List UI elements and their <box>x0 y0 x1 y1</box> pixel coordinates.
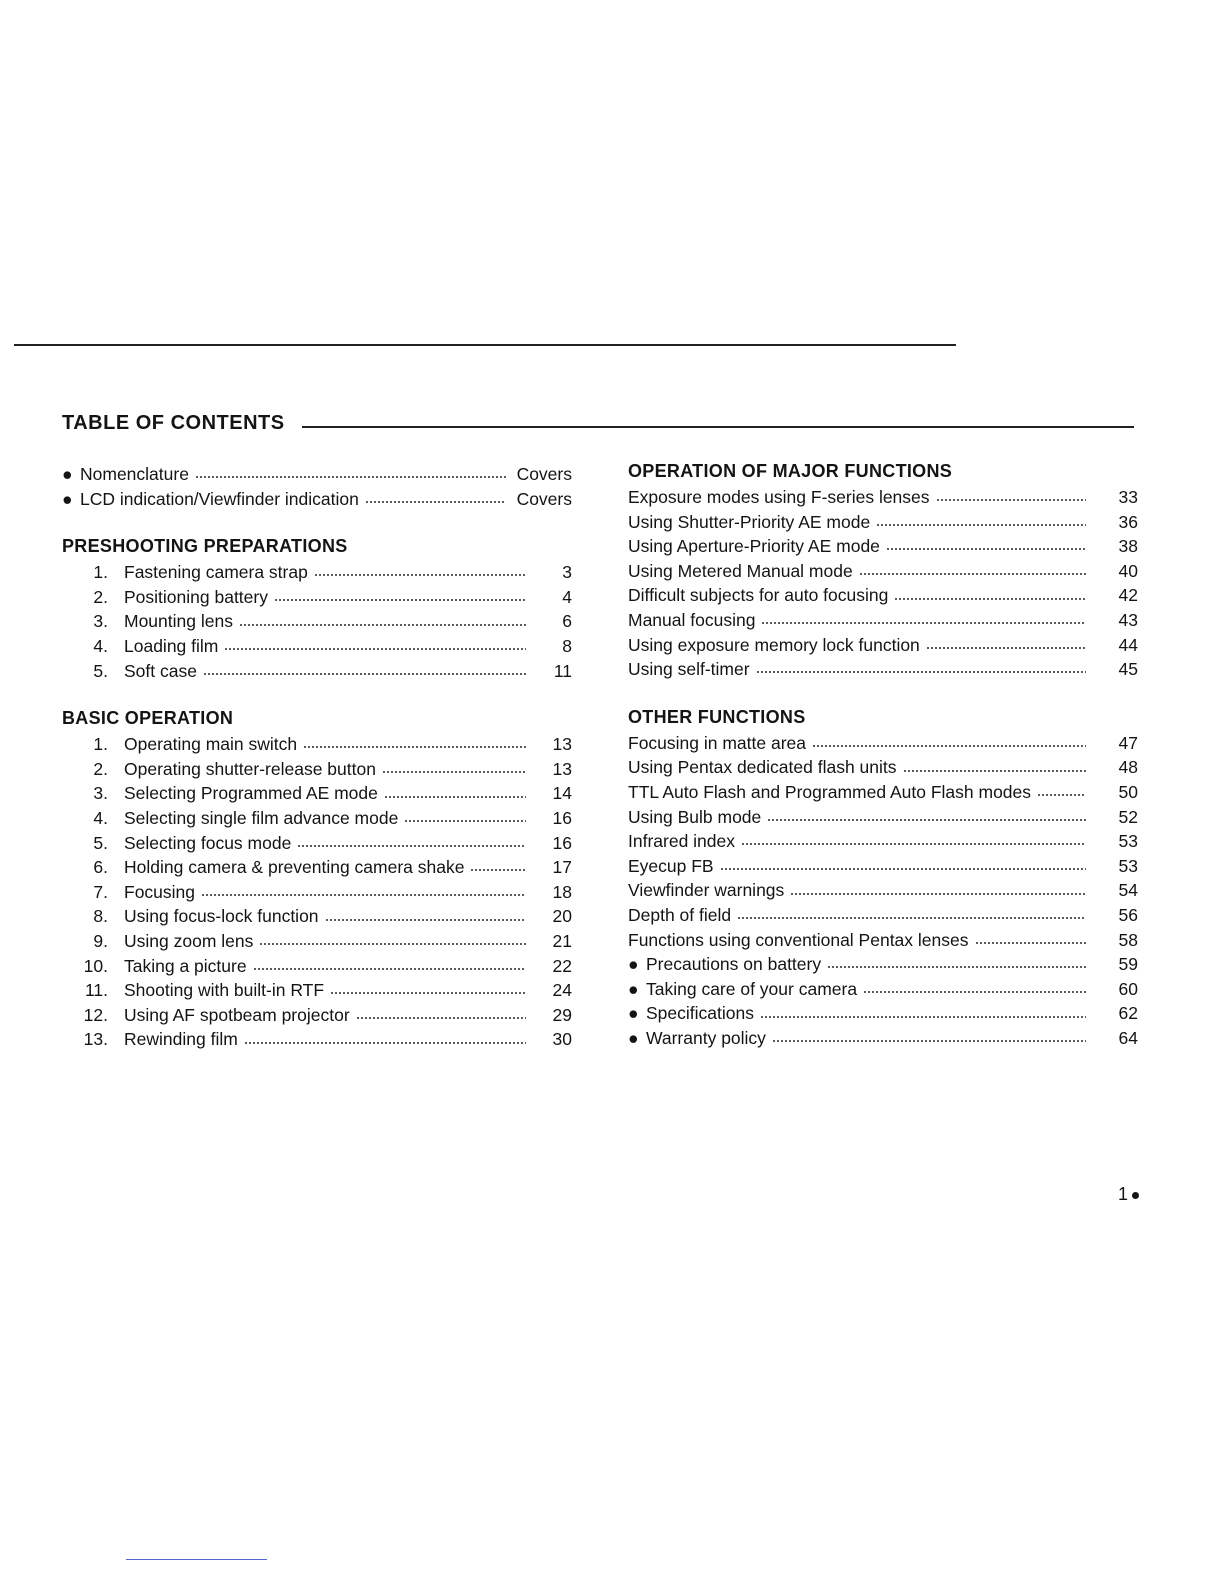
dot-leader <box>859 573 1086 575</box>
dot-leader <box>812 745 1086 747</box>
dot-leader <box>404 820 526 822</box>
toc-entry[interactable]: Using exposure memory lock function 44 <box>628 634 1138 655</box>
toc-entry[interactable]: Depth of field 56 <box>628 904 1138 925</box>
toc-entry[interactable]: ● LCD indication/Viewfinder indication Covers <box>62 487 572 512</box>
major-functions-list <box>628 485 1138 682</box>
toc-entry[interactable]: Using Shutter-Priority AE mode 36 <box>628 511 1138 532</box>
dot-leader <box>325 919 526 921</box>
toc-entry[interactable]: 4. Loading film 8 <box>93 635 572 656</box>
dot-leader <box>863 991 1086 993</box>
dot-leader <box>203 673 526 675</box>
dot-leader <box>756 671 1086 673</box>
dot-leader <box>894 598 1086 600</box>
dot-leader <box>314 574 526 576</box>
dot-leader <box>224 648 526 650</box>
bullet-icon <box>1132 1192 1139 1199</box>
dot-leader <box>382 771 526 773</box>
toc-entry[interactable]: 3. Selecting Programmed AE mode 14 <box>93 783 572 804</box>
dot-leader <box>767 819 1086 821</box>
dot-leader <box>239 624 526 626</box>
toc-entry[interactable]: 1. Operating main switch 13 <box>93 734 572 755</box>
toc-entry[interactable]: 6. Holding camera & preventing camera shake 17 <box>93 857 572 878</box>
dot-leader <box>297 845 526 847</box>
dot-leader <box>975 942 1087 944</box>
dot-leader <box>737 917 1086 919</box>
toc-right-column <box>628 458 1138 1050</box>
toc-entry[interactable]: 4. Selecting single film advance mode 16 <box>93 807 572 828</box>
toc-entry[interactable]: 8. Using focus-lock function 20 <box>93 906 572 927</box>
toc-entry[interactable]: TTL Auto Flash and Programmed Auto Flash modes 50 <box>628 781 1138 802</box>
dot-leader <box>470 869 526 871</box>
section-heading-major: OPERATION OF MAJOR FUNCTIONS <box>628 461 953 481</box>
toc-entry[interactable]: Using Pentax dedicated flash units 48 <box>628 757 1138 778</box>
section-heading-preshooting: PRESHOOTING PREPARATIONS <box>62 536 348 557</box>
toc-entry[interactable]: ● Taking care of your camera 60 <box>628 977 1138 1002</box>
bullet-icon: ● <box>62 488 73 509</box>
dot-leader <box>936 499 1086 501</box>
bottom-rule <box>126 1559 267 1560</box>
toc-entry[interactable]: 2. Operating shutter-release button 13 <box>93 758 572 779</box>
toc-entry[interactable]: 5. Soft case 11 <box>93 660 572 681</box>
toc-entry[interactable]: 10. Taking a picture 22 <box>83 955 572 976</box>
toc-entry[interactable]: ● Nomenclature Covers <box>62 462 572 487</box>
dot-leader <box>876 524 1086 526</box>
toc-entry[interactable]: Difficult subjects for auto focusing 42 <box>628 585 1138 606</box>
toc-entry[interactable]: Manual focusing 43 <box>628 609 1138 630</box>
toc-entry[interactable]: ● Warranty policy 64 <box>628 1026 1138 1051</box>
dot-leader <box>330 992 526 994</box>
page-number: 1 <box>1118 1184 1139 1205</box>
bullet-icon: ● <box>628 1003 639 1024</box>
page-title: TABLE OF CONTENTS <box>62 412 285 434</box>
dot-leader <box>760 1016 1086 1018</box>
dot-leader <box>903 770 1087 772</box>
toc-entry[interactable]: Eyecup FB 53 <box>628 855 1138 876</box>
toc-entry[interactable]: Viewfinder warnings 54 <box>628 880 1138 901</box>
section-heading-other: OTHER FUNCTIONS <box>628 706 806 727</box>
toc-entry[interactable]: ● Precautions on battery 59 <box>628 952 1138 977</box>
bullet-icon: ● <box>628 1027 639 1048</box>
dot-leader <box>201 894 526 896</box>
dot-leader <box>926 647 1086 649</box>
dot-leader <box>253 968 526 970</box>
dot-leader <box>741 843 1086 845</box>
dot-leader <box>827 966 1086 968</box>
top-rule <box>14 344 956 346</box>
toc-entry[interactable]: Using Aperture-Priority AE mode 38 <box>628 536 1138 557</box>
dot-leader <box>365 501 506 503</box>
toc-left-column <box>62 462 572 1052</box>
bullet-icon: ● <box>628 978 639 999</box>
toc-entry[interactable]: 12. Using AF spotbeam projector 29 <box>83 1004 572 1025</box>
dot-leader <box>1037 794 1086 796</box>
toc-entry[interactable]: Functions using conventional Pentax lenses 58 <box>628 929 1138 950</box>
dot-leader <box>195 476 506 478</box>
toc-entry[interactable]: ● Specifications 62 <box>628 1001 1138 1026</box>
toc-entry[interactable]: 1. Fastening camera strap 3 <box>93 562 572 583</box>
bullet-icon: ● <box>62 464 73 484</box>
toc-entry[interactable]: 3. Mounting lens 6 <box>93 611 572 632</box>
toc-entry[interactable]: 11. Shooting with built-in RTF 24 <box>84 980 572 1001</box>
toc-entry[interactable]: 2. Positioning battery 4 <box>93 586 572 607</box>
title-rule <box>302 426 1134 428</box>
other-functions-list <box>628 731 1138 1051</box>
toc-entry[interactable]: 7. Focusing 18 <box>93 881 572 902</box>
toc-entry[interactable]: Infrared index 53 <box>628 831 1138 852</box>
toc-entry[interactable]: Exposure modes using F-series lenses 33 <box>628 487 1138 507</box>
bullet-icon: ● <box>628 954 639 975</box>
toc-entry[interactable]: Using Metered Manual mode 40 <box>628 560 1138 581</box>
dot-leader <box>772 1040 1086 1042</box>
toc-entry[interactable]: Using self-timer 45 <box>628 659 1138 680</box>
basic-operation-list <box>62 732 572 1052</box>
dot-leader <box>790 893 1086 895</box>
dot-leader <box>244 1042 526 1044</box>
section-heading-basic: BASIC OPERATION <box>62 708 234 729</box>
dot-leader <box>356 1017 526 1019</box>
dot-leader <box>274 599 526 601</box>
dot-leader <box>720 868 1086 870</box>
preshooting-list <box>62 560 572 683</box>
dot-leader <box>384 796 526 798</box>
dot-leader <box>259 943 526 945</box>
toc-entry[interactable]: 5. Selecting focus mode 16 <box>93 832 572 853</box>
toc-entry[interactable]: Using Bulb mode 52 <box>628 806 1138 827</box>
dot-leader <box>761 622 1086 624</box>
dot-leader <box>886 548 1086 550</box>
dot-leader <box>303 746 526 748</box>
toc-entry[interactable]: Focusing in matte area 47 <box>628 732 1138 753</box>
toc-entry[interactable]: 9. Using zoom lens 21 <box>93 930 572 951</box>
toc-entry[interactable]: 13. Rewinding film 30 <box>83 1029 572 1050</box>
